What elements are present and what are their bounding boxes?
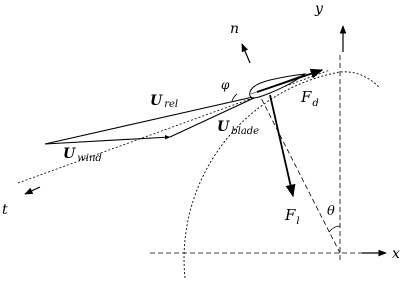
- rotor-path-arc: [184, 72, 380, 278]
- u-wind-label: U $_{wind}$: [63, 146, 102, 164]
- lift-force-label: $F_l$: [285, 206, 300, 227]
- tangent-direction-arrow: [25, 187, 40, 194]
- lift-force-arrow: [270, 95, 293, 196]
- x-axis-label: x: [392, 246, 400, 262]
- tangent-label: t: [2, 202, 8, 218]
- u-wind-vector: [45, 137, 170, 144]
- phi-angle-arc: [232, 94, 237, 101]
- normal-label: n: [230, 21, 240, 37]
- y-axis-label: y: [315, 1, 323, 17]
- dashed-radial-line: [258, 92, 340, 253]
- u-blade-label: U $_{blade}$: [217, 119, 260, 137]
- theta-angle-arc: [329, 226, 340, 232]
- theta-label: θ: [327, 204, 335, 219]
- drag-force-label: $F_d$: [301, 88, 319, 109]
- normal-direction-arrow: [242, 44, 250, 63]
- phi-label: φ: [221, 78, 230, 92]
- u-rel-label: U rel: [150, 93, 179, 110]
